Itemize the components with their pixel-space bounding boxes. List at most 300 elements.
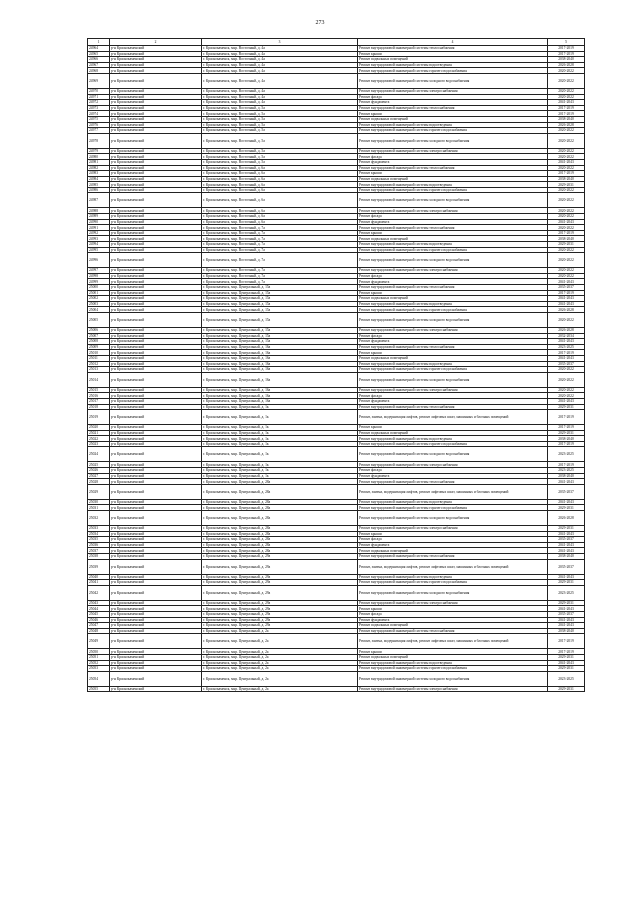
row-number: 25036 [88,542,110,548]
period-cell: 2041-2043 [548,100,585,106]
period-cell: 2041-2043 [548,339,585,345]
work-type-cell: Ремонт внутридомовой инженерной системы водоотведения [358,242,548,248]
address-cell: г. Краснокаменск, мкр. Восточный, д. 6а [202,214,358,220]
work-type-cell: Ремонт крыши [358,425,548,431]
row-number: 24999 [88,279,110,285]
period-cell: 2020-2022 [548,208,585,214]
work-type-cell: Ремонт, замена, модернизация лифтов, ремонт лифтовых шахт, машинных и блочных помещений [358,559,548,574]
address-cell: г. Краснокаменск, мкр. Центральный, д. 16а [202,387,358,393]
district-cell: р-н Краснокаменский [110,600,202,606]
address-cell: г. Краснокаменск, мкр. Восточный, д. 6а [202,165,358,171]
period-cell: 2020-2022 [548,154,585,160]
district-cell: р-н Краснокаменский [110,214,202,220]
row-number: 24965 [88,51,110,57]
row-number: 25012 [88,361,110,367]
work-type-cell: Ремонт фундамента [358,100,548,106]
district-cell: р-н Краснокаменский [110,606,202,612]
period-cell: 2029-2031 [548,430,585,436]
period-cell: 2038-2040 [548,57,585,63]
period-cell: 2041-2043 [548,479,585,485]
work-type-cell: Ремонт подвальных помещений [358,57,548,63]
district-cell: р-н Краснокаменский [110,242,202,248]
period-cell: 2026-2028 [548,122,585,128]
row-number: 24998 [88,273,110,279]
row-number: 25026 [88,468,110,474]
row-number: 25031 [88,505,110,511]
work-type-cell: Ремонт внутридомовой инженерной системы холодного водоснабжения [358,133,548,148]
work-type-cell: Ремонт внутридомовой инженерной системы горячего водоснабжения [358,441,548,447]
work-type-cell: Ремонт фундамента [358,279,548,285]
district-cell: р-н Краснокаменский [110,526,202,532]
district-cell: р-н Краснокаменский [110,105,202,111]
row-number: 25055 [88,686,110,692]
period-cell: 2026-2028 [548,511,585,526]
work-type-cell: Ремонт внутридомовой инженерной системы горячего водоснабжения [358,307,548,313]
period-cell: 2029-2031 [548,505,585,511]
period-cell: 2020-2022 [548,393,585,399]
work-type-cell: Ремонт внутридомовой инженерной системы теплоснабжения [358,628,548,634]
header-row [88,39,585,46]
district-cell: р-н Краснокаменский [110,559,202,574]
address-cell: г. Краснокаменск, мкр. Центральный, д. 28а [202,499,358,505]
district-cell: р-н Краснокаменский [110,671,202,686]
row-number: 25034 [88,531,110,537]
period-cell: 2041-2043 [548,617,585,623]
address-cell: г. Краснокаменск, мкр. Восточный, д. 5а [202,159,358,165]
district-cell: р-н Краснокаменский [110,393,202,399]
period-cell: 2029-2031 [548,526,585,532]
work-type-cell: Ремонт внутридомовой инженерной системы водоотведения [358,301,548,307]
row-number: 24989 [88,214,110,220]
address-cell: г. Краснокаменск, мкр. Центральный, д. 2а [202,660,358,666]
table-header [88,39,585,46]
district-cell: р-н Краснокаменский [110,404,202,410]
period-cell: 2041-2043 [548,574,585,580]
address-cell: г. Краснокаменск, мкр. Центральный, д. 2а [202,649,358,655]
work-type-cell: Ремонт, замена, модернизация лифтов, ремонт лифтовых шахт, машинных и блочных помещений [358,410,548,425]
period-cell: 2023-2025 [548,447,585,462]
address-cell: г. Краснокаменск, мкр. Центральный, д. 29а [202,585,358,600]
row-number: 25016 [88,393,110,399]
address-cell: г. Краснокаменск, мкр. Восточный, д. 5а [202,154,358,160]
address-cell: г. Краснокаменск, мкр. Центральный, д. 1к [202,473,358,479]
row-number: 25013 [88,367,110,373]
table-row [88,253,585,268]
address-cell: г. Краснокаменск, мкр. Восточный, д. 7а [202,273,358,279]
row-number: 25046 [88,617,110,623]
district-cell: р-н Краснокаменский [110,660,202,666]
address-cell: г. Краснокаменск, мкр. Центральный, д. 15а [202,296,358,302]
work-type-cell: Ремонт подвальных помещений [358,548,548,554]
work-type-cell: Ремонт внутридомовой инженерной системы холодного водоснабжения [358,511,548,526]
row-number: 24973 [88,105,110,111]
work-type-cell: Ремонт крыши [358,111,548,117]
address-cell: г. Краснокаменск, мкр. Восточный, д. 7а [202,230,358,236]
row-number: 25010 [88,350,110,356]
address-cell: г. Краснокаменск, мкр. Восточный, д. 5а [202,133,358,148]
work-type-cell: Ремонт фундамента [358,473,548,479]
work-type-cell: Ремонт фундамента [358,542,548,548]
work-type-cell: Ремонт крыши [358,649,548,655]
work-type-cell: Ремонт внутридомовой инженерной системы водоотведения [358,574,548,580]
period-cell: 2020-2022 [548,214,585,220]
period-cell: 2041-2043 [548,159,585,165]
district-cell: р-н Краснокаменский [110,219,202,225]
address-cell: г. Краснокаменск, мкр. Центральный, д. 1к [202,425,358,431]
district-cell: р-н Краснокаменский [110,344,202,350]
work-type-cell: Ремонт крыши [358,171,548,177]
period-cell: 2017-2019 [548,230,585,236]
address-cell: г. Краснокаменск, мкр. Центральный, д. 29а [202,617,358,623]
period-cell: 2023-2025 [548,585,585,600]
row-number: 25038 [88,554,110,560]
period-cell: 2038-2040 [548,436,585,442]
period-cell: 2035-2037 [548,484,585,499]
district-cell: р-н Краснокаменский [110,367,202,373]
address-cell: г. Краснокаменск, мкр. Центральный, д. 15а [202,327,358,333]
period-cell: 2026-2028 [548,327,585,333]
period-cell: 2041-2043 [548,499,585,505]
address-cell: г. Краснокаменск, мкр. Восточный, д. 6а [202,182,358,188]
row-number: 24983 [88,171,110,177]
row-number: 25009 [88,344,110,350]
period-cell: 2029-2031 [548,686,585,692]
period-cell: 2020-2022 [548,253,585,268]
row-number: 24964 [88,46,110,52]
address-cell: г. Краснокаменск, мкр. Восточный, д. 6а [202,208,358,214]
district-cell: р-н Краснокаменский [110,531,202,537]
work-type-cell: Ремонт внутридомовой инженерной системы теплоснабжения [358,404,548,410]
period-cell: 2017-2019 [548,46,585,52]
district-cell: р-н Краснокаменский [110,187,202,193]
work-type-cell: Ремонт фундамента [358,159,548,165]
district-cell: р-н Краснокаменский [110,479,202,485]
district-cell: р-н Краснокаменский [110,111,202,117]
work-type-cell: Ремонт внутридомовой инженерной системы холодного водоснабжения [358,312,548,327]
period-cell: 2023-2025 [548,468,585,474]
column-header-3: 3 [202,39,358,46]
work-type-cell: Ремонт внутридомовой инженерной системы электроснабжения [358,88,548,94]
row-number: 25025 [88,462,110,468]
page-number: 273 [315,20,325,26]
address-cell: г. Краснокаменск, мкр. Восточный, д. 6а [202,187,358,193]
work-type-cell: Ремонт фундамента [358,398,548,404]
row-number: 24972 [88,100,110,106]
district-cell: р-н Краснокаменский [110,154,202,160]
address-cell: г. Краснокаменск, мкр. Центральный, д. 1к [202,430,358,436]
address-cell: г. Краснокаменск, мкр. Восточный, д. 5а [202,105,358,111]
address-cell: г. Краснокаменск, мкр. Восточный, д. 4а [202,94,358,100]
address-cell: г. Краснокаменск, мкр. Центральный, д. 16а [202,398,358,404]
address-cell: г. Краснокаменск, мкр. Восточный, д. 6а [202,193,358,208]
district-cell: р-н Краснокаменский [110,410,202,425]
district-cell: р-н Краснокаменский [110,148,202,154]
work-type-cell: Ремонт фасада [358,537,548,543]
period-cell: 2038-2040 [548,554,585,560]
work-type-cell: Ремонт внутридомовой инженерной системы водоотведения [358,436,548,442]
district-cell: р-н Краснокаменский [110,617,202,623]
address-cell: г. Краснокаменск, мкр. Центральный, д. 15а [202,285,358,291]
address-cell: г. Краснокаменск, мкр. Центральный, д. 15а [202,301,358,307]
column-header-4: 4 [358,39,548,46]
address-cell: г. Краснокаменск, мкр. Центральный, д. 16а [202,393,358,399]
address-cell: г. Краснокаменск, мкр. Центральный, д. 28а [202,479,358,485]
period-cell: 2041-2043 [548,355,585,361]
period-cell: 2029-2031 [548,182,585,188]
table-row [88,193,585,208]
address-cell: г. Краснокаменск, мкр. Восточный, д. 4а [202,68,358,74]
row-number: 24982 [88,165,110,171]
table-row [88,585,585,600]
district-cell: р-н Краснокаменский [110,554,202,560]
work-type-cell: Ремонт внутридомовой инженерной системы электроснабжения [358,600,548,606]
work-type-cell: Ремонт крыши [358,350,548,356]
row-number: 24966 [88,57,110,63]
period-cell: 2041-2043 [548,548,585,554]
work-type-cell: Ремонт внутридомовой инженерной системы горячего водоснабжения [358,580,548,586]
row-number: 24994 [88,242,110,248]
row-number: 25028 [88,479,110,485]
period-cell: 2020-2022 [548,128,585,134]
district-cell: р-н Краснокаменский [110,165,202,171]
address-cell: г. Краснокаменск, мкр. Центральный, д. 28а [202,505,358,511]
district-cell: р-н Краснокаменский [110,436,202,442]
address-cell: г. Краснокаменск, мкр. Центральный, д. 1к [202,462,358,468]
district-cell: р-н Краснокаменский [110,372,202,387]
work-type-cell: Ремонт внутридомовой инженерной системы холодного водоснабжения [358,372,548,387]
table-row [88,133,585,148]
table-body [88,46,585,692]
period-cell: 2038-2040 [548,628,585,634]
work-type-cell: Ремонт фундамента [358,219,548,225]
period-cell: 2023-2025 [548,671,585,686]
address-cell: г. Краснокаменск, мкр. Центральный, д. 29а [202,559,358,574]
row-number: 25022 [88,436,110,442]
period-cell: 2020-2022 [548,187,585,193]
address-cell: г. Краснокаменск, мкр. Восточный, д. 6а [202,171,358,177]
table-row [88,447,585,462]
period-cell: 2020-2022 [548,148,585,154]
work-type-cell: Ремонт внутридомовой инженерной системы теплоснабжения [358,554,548,560]
district-cell: р-н Краснокаменский [110,468,202,474]
address-cell: г. Краснокаменск, мкр. Восточный, д. 7а [202,225,358,231]
address-cell: г. Краснокаменск, мкр. Восточный, д. 7а [202,242,358,248]
district-cell: р-н Краснокаменский [110,230,202,236]
district-cell: р-н Краснокаменский [110,62,202,68]
work-type-cell: Ремонт подвальных помещений [358,355,548,361]
period-cell: 2020-2022 [548,68,585,74]
row-number: 25032 [88,511,110,526]
table-row [88,410,585,425]
period-cell: 2017-2019 [548,649,585,655]
period-cell: 2029-2031 [548,580,585,586]
period-cell: 2029-2031 [548,666,585,672]
district-cell: р-н Краснокаменский [110,537,202,543]
address-cell: г. Краснокаменск, мкр. Центральный, д. 28а [202,537,358,543]
address-cell: г. Краснокаменск, мкр. Центральный, д. 2а [202,628,358,634]
column-header-1: 1 [88,39,110,46]
row-number: 24968 [88,68,110,74]
address-cell: г. Краснокаменск, мкр. Центральный, д. 29а [202,623,358,629]
work-type-cell: Ремонт внутридомовой инженерной системы холодного водоснабжения [358,193,548,208]
period-cell: 2041-2043 [548,606,585,612]
district-cell: р-н Краснокаменский [110,548,202,554]
work-type-cell: Ремонт внутридомовой инженерной системы водоотведения [358,361,548,367]
address-cell: г. Краснокаменск, мкр. Восточный, д. 4а [202,73,358,88]
period-cell: 2020-2022 [548,268,585,274]
address-cell: г. Краснокаменск, мкр. Центральный, д. 2а [202,634,358,649]
work-type-cell: Ремонт внутридомовой инженерной системы горячего водоснабжения [358,128,548,134]
period-cell: 2017-2019 [548,51,585,57]
period-cell: 2041-2043 [548,531,585,537]
work-type-cell: Ремонт внутридомовой инженерной системы электроснабжения [358,686,548,692]
district-cell: р-н Краснокаменский [110,425,202,431]
row-number: 24996 [88,253,110,268]
table-row [88,312,585,327]
period-cell: 2035-2037 [548,537,585,543]
district-cell: р-н Краснокаменский [110,296,202,302]
address-cell: г. Краснокаменск, мкр. Центральный, д. 28а [202,531,358,537]
table-row [88,372,585,387]
address-cell: г. Краснокаменск, мкр. Восточный, д. 5а [202,122,358,128]
period-cell: 2026-2028 [548,307,585,313]
district-cell: р-н Краснокаменский [110,236,202,242]
address-cell: г. Краснокаменск, мкр. Центральный, д. 2а [202,686,358,692]
row-number: 25027 [88,473,110,479]
row-number: 25015 [88,387,110,393]
work-type-cell: Ремонт фасада [358,611,548,617]
district-cell: р-н Краснокаменский [110,430,202,436]
work-type-cell: Ремонт крыши [358,606,548,612]
address-cell: г. Краснокаменск, мкр. Восточный, д. 7а [202,268,358,274]
column-header-5: 5 [548,39,585,46]
district-cell: р-н Краснокаменский [110,225,202,231]
row-number: 25002 [88,296,110,302]
row-number: 24974 [88,111,110,117]
row-number: 25019 [88,410,110,425]
period-cell: 2035-2037 [548,361,585,367]
period-cell: 2017-2019 [548,441,585,447]
address-cell: г. Краснокаменск, мкр. Восточный, д. 5а [202,148,358,154]
district-cell: р-н Краснокаменский [110,307,202,313]
period-cell: 2029-2031 [548,242,585,248]
work-type-cell: Ремонт внутридомовой инженерной системы холодного водоснабжения [358,585,548,600]
address-cell: г. Краснокаменск, мкр. Восточный, д. 5а [202,116,358,122]
address-cell: г. Краснокаменск, мкр. Центральный, д. 28а [202,542,358,548]
row-number: 25007 [88,333,110,339]
work-type-cell: Ремонт внутридомовой инженерной системы горячего водоснабжения [358,666,548,672]
period-cell: 2041-2043 [548,660,585,666]
period-cell: 2041-2043 [548,623,585,629]
table-row [88,73,585,88]
address-cell: г. Краснокаменск, мкр. Восточный, д. 7а [202,253,358,268]
district-cell: р-н Краснокаменский [110,398,202,404]
row-number: 24981 [88,159,110,165]
district-cell: р-н Краснокаменский [110,361,202,367]
address-cell: г. Краснокаменск, мкр. Восточный, д. 4а [202,46,358,52]
period-cell: 2035-2037 [548,285,585,291]
address-cell: г. Краснокаменск, мкр. Центральный, д. 16а [202,350,358,356]
district-cell: р-н Краснокаменский [110,116,202,122]
work-type-cell: Ремонт внутридомовой инженерной системы электроснабжения [358,526,548,532]
district-cell: р-н Краснокаменский [110,333,202,339]
work-type-cell: Ремонт внутридомовой инженерной системы горячего водоснабжения [358,367,548,373]
period-cell: 2020-2022 [548,165,585,171]
row-number: 25030 [88,499,110,505]
address-cell: г. Краснокаменск, мкр. Центральный, д. 1к [202,404,358,410]
district-cell: р-н Краснокаменский [110,628,202,634]
period-cell: 2020-2022 [548,312,585,327]
row-number: 25018 [88,404,110,410]
address-cell: г. Краснокаменск, мкр. Центральный, д. 15а [202,339,358,345]
row-number: 25029 [88,484,110,499]
row-number: 25051 [88,654,110,660]
district-cell: р-н Краснокаменский [110,574,202,580]
address-cell: г. Краснокаменск, мкр. Центральный, д. 15а [202,307,358,313]
address-cell: г. Краснокаменск, мкр. Центральный, д. 2а [202,671,358,686]
address-cell: г. Краснокаменск, мкр. Центральный, д. 1к [202,468,358,474]
row-number: 25049 [88,634,110,649]
row-number: 24997 [88,268,110,274]
work-type-cell: Ремонт, замена, модернизация лифтов, ремонт лифтовых шахт, машинных и блочных помещений [358,484,548,499]
work-type-cell: Ремонт подвальных помещений [358,236,548,242]
district-cell: р-н Краснокаменский [110,73,202,88]
address-cell: г. Краснокаменск, мкр. Центральный, д. 1к [202,410,358,425]
work-type-cell: Ремонт подвальных помещений [358,296,548,302]
row-number: 25000 [88,285,110,291]
period-cell: 2020-2022 [548,247,585,253]
row-number: 24976 [88,122,110,128]
address-cell: г. Краснокаменск, мкр. Центральный, д. 15а [202,312,358,327]
work-type-cell: Ремонт подвальных помещений [358,623,548,629]
district-cell: р-н Краснокаменский [110,253,202,268]
row-number: 24977 [88,128,110,134]
district-cell: р-н Краснокаменский [110,441,202,447]
district-cell: р-н Краснокаменский [110,285,202,291]
row-number: 24967 [88,62,110,68]
row-number: 25052 [88,660,110,666]
work-type-cell: Ремонт подвальных помещений [358,430,548,436]
work-type-cell: Ремонт внутридомовой инженерной системы электроснабжения [358,462,548,468]
period-cell: 2020-2022 [548,273,585,279]
address-cell: г. Краснокаменск, мкр. Восточный, д. 4а [202,57,358,63]
address-cell: г. Краснокаменск, мкр. Центральный, д. 2а [202,654,358,660]
period-cell: 2017-2019 [548,634,585,649]
work-type-cell: Ремонт внутридомовой инженерной системы теплоснабжения [358,46,548,52]
district-cell: р-н Краснокаменский [110,511,202,526]
address-cell: г. Краснокаменск, мкр. Восточный, д. 4а [202,51,358,57]
row-number: 25014 [88,372,110,387]
period-cell: 2017-2019 [548,462,585,468]
district-cell: р-н Краснокаменский [110,68,202,74]
period-cell: 2038-2040 [548,116,585,122]
district-cell: р-н Краснокаменский [110,193,202,208]
row-number: 25035 [88,537,110,543]
work-type-cell: Ремонт внутридомовой инженерной системы электроснабжения [358,208,548,214]
district-cell: р-н Краснокаменский [110,355,202,361]
address-cell: г. Краснокаменск, мкр. Центральный, д. 2а [202,666,358,672]
work-type-cell: Ремонт внутридомовой инженерной системы горячего водоснабжения [358,187,548,193]
address-cell: г. Краснокаменск, мкр. Центральный, д. 29а [202,606,358,612]
work-type-cell: Ремонт внутридомовой инженерной системы теплоснабжения [358,479,548,485]
period-cell: 2038-2040 [548,176,585,182]
row-number: 25005 [88,312,110,327]
district-cell: р-н Краснокаменский [110,182,202,188]
district-cell: р-н Краснокаменский [110,57,202,63]
district-cell: р-н Краснокаменский [110,100,202,106]
period-cell: 2017-2019 [548,111,585,117]
work-type-cell: Ремонт внутридомовой инженерной системы электроснабжения [358,268,548,274]
